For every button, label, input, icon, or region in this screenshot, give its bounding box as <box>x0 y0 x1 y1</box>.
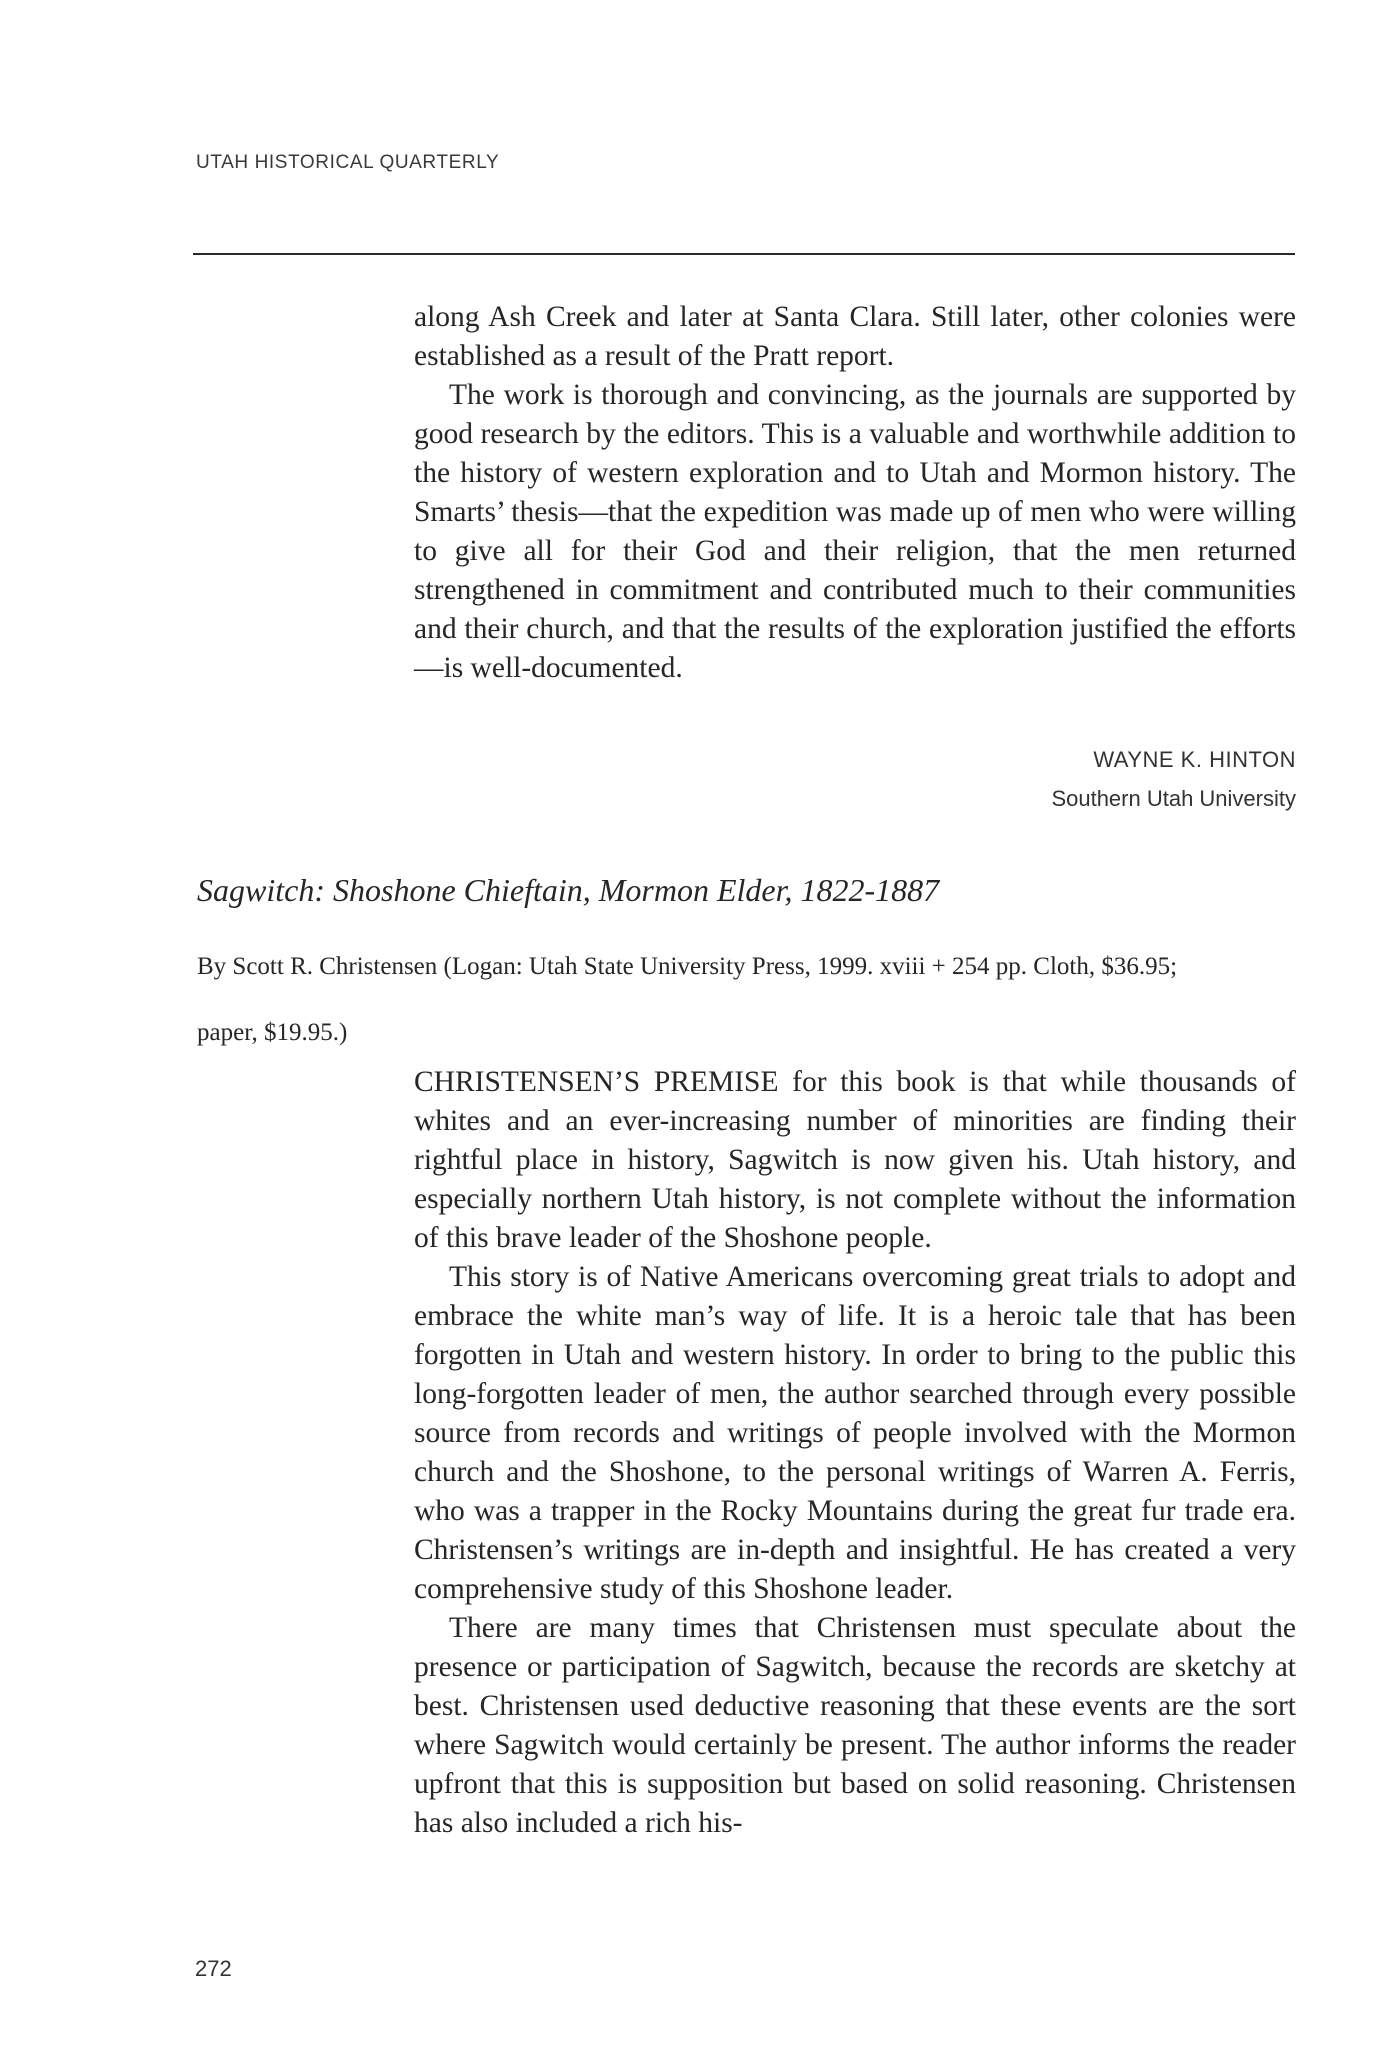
review-text <box>414 1063 1296 1843</box>
reviewer-affiliation: Southern Utah University <box>1051 786 1296 811</box>
reviewer-name: WAYNE K. HINTON <box>1093 747 1296 772</box>
header-rule <box>193 253 1295 255</box>
review-paragraph: There are many times that Christensen must speculate about the presence or participation of Sagwitch, because the records are sketchy at best. Christensen used deductive reasoning that these events are the sort where Sagwitch would certainly be present. The author informs the reader upfront that this is supposition but based on solid reasoning. Christensen has also included a rich his- <box>414 1612 1296 1839</box>
previous-review-text <box>414 298 1296 688</box>
book-citation: By Scott R. Christensen (Logan: Utah State University Press, 1999. xviii + 254 pp. Cloth, $36.95; paper, $19.95.) <box>197 953 1178 1046</box>
running-head: UTAH HISTORICAL QUARTERLY <box>196 152 500 173</box>
book-title: Sagwitch: Shoshone Chieftain, Mormon Elder, 1822-1887 <box>197 872 940 908</box>
page-number: 272 <box>195 1956 232 1981</box>
review-paragraph: This story is of Native Americans overcoming great trials to adopt and embrace the white man’s way of life. It is a heroic tale that has been forgotten in Utah and western history. In order to bring to the public this long-forgotten leader of men, the author searched through every possible source from records and writings of people involved with the Mormon church and the Shoshone, to the personal writings of Warren A. Ferris, who was a trapper in the Rocky Mountains during the great fur trade era. Christensen’s writings are in-depth and insightful. He has created a very comprehensive study of this Shoshone leader. <box>414 1261 1296 1605</box>
previous-review-paragraph: along Ash Creek and later at Santa Clara. Still later, other colonies were established as a result of the Pratt report. <box>414 301 1296 372</box>
previous-review-paragraph: The work is thorough and convincing, as the journals are supported by good research by the editors. This is a valuable and worthwhile addition to the history of western exploration and to Utah and Mormon history. The Smarts’ thesis—that the expedition was made up of men who were willing to give all for their God and their religion, that the men returned strengthened in commitment and contributed much to their communities and their church, and that the results of the exploration justified the efforts—is well-documented. <box>414 379 1296 684</box>
review-paragraph: CHRISTENSEN’S PREMISE for this book is that while thousands of whites and an ever-increasing number of minorities are finding their rightful place in history, Sagwitch is now given his. Utah history, and especially northern Utah history, is not complete without the information of this brave leader of the Shoshone people. <box>414 1066 1296 1254</box>
